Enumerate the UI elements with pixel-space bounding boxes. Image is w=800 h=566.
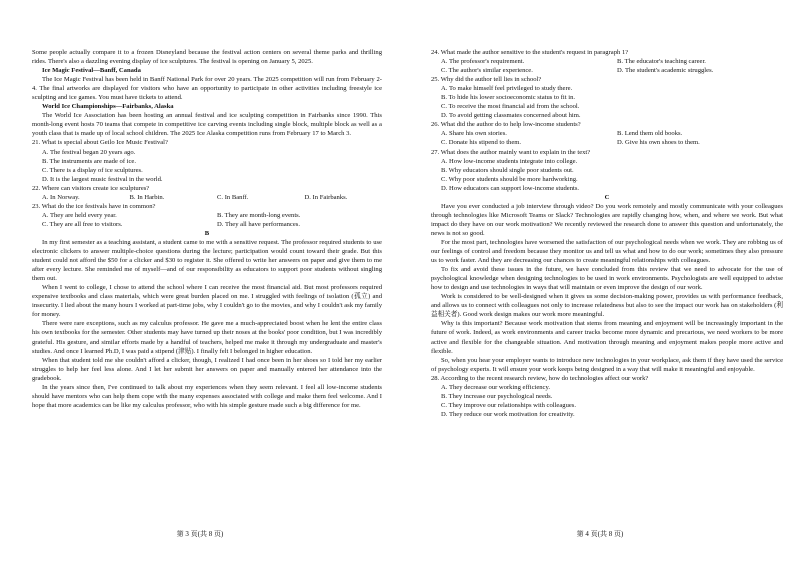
passage-c-paragraph: Work is considered to be well-designed when it gives us some decision-making power, provides us with performance feedback, and allows us to connect with colleagues not only to increase relatedness but also to see the impact our work has on stakeholders (利益相关者). Good work design makes our work more meaningful. <box>431 293 783 319</box>
passage-b-paragraph: In my first semester as a teaching assistant, a student came to me with a sensitive request. The professor required students to use electronic clickers to answer multiple-choice questions during the lecture; participation would count toward their grade. But this student could not afford the $50 for a clicker and $30 to register it. She offered to write her answers on paper and give them to me after every lecture. She reminded me of myself—and of our responsibility as educators to support poor students without singling them out. <box>32 238 382 283</box>
banff-paragraph: The Ice Magic Festival has been held in Banff National Park for over 20 years. The 2025 competition will run from February 2-4. The final artworks are displayed for visitors who have an opportunity to participate in other activities including freestyle ice sculpting and ice games. You must have tickets to attend. <box>32 76 382 102</box>
banff-heading: Ice Magic Festival—Banff, Canada <box>42 67 141 75</box>
question-22-options <box>32 193 382 202</box>
option: C. They improve our relationships with colleagues. <box>441 401 577 409</box>
passage-c-paragraph: To fix and avoid these issues in the future, we have concluded from this review that we need to advocate for the use of psychological knowledge when designing technologies to be used in work environments. Psychologists are well equipped to advise how to design and use technologies in ways that will maintain or even improve the design of our work. <box>431 266 783 292</box>
question-21: 21. What is special about Geilo Ice Music Festival? <box>32 139 168 147</box>
option: C. They are all free to visitors. <box>42 220 123 228</box>
world-heading: World Ice Championships—Fairbanks, Alaska <box>42 103 174 111</box>
question-28: 28. According to the recent research review, how do technologies affect our work? <box>431 374 649 382</box>
right-page <box>400 0 800 566</box>
option: C. In Banff. <box>217 193 249 201</box>
left-column <box>32 48 382 410</box>
question-24-options <box>431 57 783 75</box>
passage-b-paragraph: When I went to college, I chose to attend the school where I can receive the most financial aid. But most professors required expensive textbooks and class materials, which were great burden placed on me. I struggled with feelings of isolation (孤立) and insecurity. I lied about the many hours I worked at part-time jobs, why I couldn't go to the movies, and why I couldn't ask my family for money. <box>32 284 382 319</box>
passage-c-paragraph: For the most part, technologies have worsened the satisfaction of our psychological needs when we work. They are robbing us of our feelings of control and freedom because they monitor us and tell us what and how to do our work; sometimes they also pressure us to work faster. And they are decreasing our chances to create meaningful relationships with colleagues. <box>431 238 783 265</box>
option: A. Share his own stories. <box>441 130 507 138</box>
question-28-options <box>431 383 783 419</box>
passage-c-paragraph: Why is this important? Because work motivation that stems from meaning and enjoyment will be increasingly important in the future of work. Indeed, as work environments and career tracks become more dynamic and precarious, we need workers to be more active and flexible for the changeable situation. And motivation through meaning and enjoyment makes people more active and flexible. <box>431 320 783 355</box>
option: D. It is the largest music festival in the world. <box>42 175 163 183</box>
option: A. They decrease our working efficiency. <box>441 383 550 391</box>
section-b-heading: B <box>204 229 210 237</box>
option: D. They reduce our work motivation for creativity. <box>441 410 575 418</box>
option: B. They are month-long events. <box>217 211 301 219</box>
option: D. Give his own shoes to them. <box>617 139 700 147</box>
option: C. Why poor students should be more hardworking. <box>441 175 578 183</box>
option: D. How educators can support low-income students. <box>441 184 580 192</box>
option: B. In Harbin. <box>129 193 165 201</box>
question-23-options <box>32 211 382 229</box>
passage-b-paragraph: When that student told me she couldn't afford a clicker, though, I realized I had once been in her shoes so I told her my earlier struggles to help her feel less alone. And I let her submit her answers on paper and manually entered her attendance into the gradebook. <box>32 356 382 382</box>
option: C. To receive the most financial aid from the school. <box>441 103 580 111</box>
option: A. In Norway. <box>42 193 80 201</box>
page-number-right: 第 4 页(共 8 页) <box>576 530 624 538</box>
option: A. To make himself feel privileged to study there. <box>441 85 573 93</box>
option: B. Lend them old books. <box>617 130 683 138</box>
option: C. The author's similar experience. <box>441 67 533 75</box>
question-25: 25. Why did the author tell lies in school? <box>431 76 542 84</box>
option: C. There is a display of ice sculptures. <box>42 166 143 174</box>
question-25-options <box>431 84 783 120</box>
section-c-heading: C <box>604 193 610 201</box>
question-24: 24. What made the author sensitive to the student's request in paragraph 1? <box>431 49 629 56</box>
option: D. They all have performances. <box>217 220 300 228</box>
option: A. The professor's requirement. <box>441 58 525 66</box>
question-27-options <box>431 157 783 193</box>
question-23: 23. What do the ice festivals have in common? <box>32 202 156 210</box>
option: D. In Fairbanks. <box>304 193 348 201</box>
question-26: 26. What did the author do to help low-income students? <box>431 121 581 129</box>
option: B. Why educators should single poor students out. <box>441 166 574 174</box>
right-column <box>431 48 783 419</box>
option: D. The student's academic struggles. <box>617 67 714 75</box>
option: B. They increase our psychological needs. <box>441 392 553 400</box>
option: B. The instruments are made of ice. <box>42 157 136 165</box>
passage-b-paragraph: In the years since then, I've continued to talk about my experiences when they seem relevant. I feel all low-income students should have mentors who can help them cope with the many expenses associated with college and make them feel welcome. And I hope that more academics can be like my calculus professor, who with his simple gesture made such a big difference for me. <box>32 383 382 409</box>
option: B. The educator's teaching career. <box>617 58 706 66</box>
passage-b-paragraph: There were rare exceptions, such as my calculus professor. He gave me a much-appreciated boost when he lent the entire class his own textbooks for the semester. Other students may have turned up their noses at the books' poor condition, but I was incredibly grateful. His gesture, and similar efforts made by a handful of teachers, helped me make it through my undergraduate and master's studies. And once I learned Ph.D, I was paid a stipend (津贴). I finally felt I belonged in higher education. <box>32 320 382 355</box>
world-paragraph: The World Ice Association has been hosting an annual festival and ice sculpting competition in Fairbanks since 1990. This month-long event hosts 70 teams that compete in competitive ice carving events including single block, multiple block as well as a youth class that is made up of local school children. The 2025 Ice Alaska competition runs from February 17 to March 3. <box>32 112 382 138</box>
passage-c-paragraph: Have you ever conducted a job interview through video? Do you work remotely and mostly communicate with your colleagues through technologies like Microsoft Teams or Slack? Technologies are rapidly changing how, when, and where we work. But what impact do they have on our work motivation? We recently reviewed the research done to answer this question and unfortunately, the news is not so good. <box>431 202 783 237</box>
option: A. They are held every year. <box>42 211 117 219</box>
question-22: 22. Where can visitors create ice sculptures? <box>32 184 150 192</box>
option: B. To hide his lower socioeconomic status to fit in. <box>441 94 576 102</box>
option: C. Donate his stipend to them. <box>441 139 522 147</box>
intro-paragraph: Some people actually compare it to a frozen Disneyland because the festival action centers on several theme parks and thrilling rides. There's also a dazzling evening display of ice sculptures. The festival is opening on January 5, 2025. <box>32 49 382 66</box>
question-26-options <box>431 129 783 147</box>
option: A. The festival began 20 years ago. <box>42 148 136 156</box>
passage-c-paragraph: So, when you hear your employer wants to introduce new technologies in your workplace, ask them if they have used the service of psychology experts. It will ensure your work keeps being designed in a way that will make it meaningful and enjoyable. <box>431 356 783 373</box>
question-21-options <box>32 148 382 184</box>
question-27: 27. What does the author mainly want to explain in the text? <box>431 148 591 156</box>
page-number-left: 第 3 页(共 8 页) <box>176 530 224 538</box>
option: D. To avoid getting classmates concerned about him. <box>441 112 581 120</box>
option: A. How low-income students integrate into college. <box>441 157 578 165</box>
